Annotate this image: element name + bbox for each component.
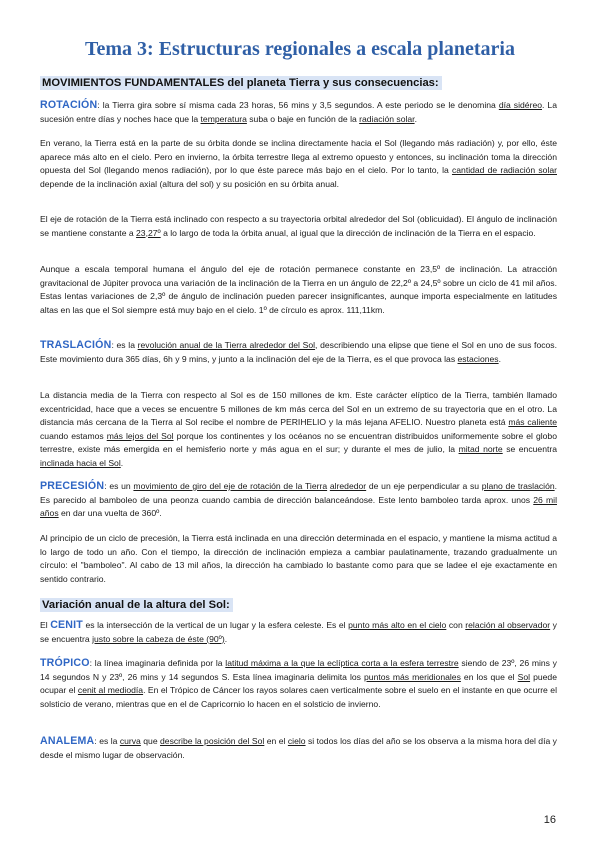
paragraph-traslacion: TRASLACIÓN: es la revolución anual de la Tierra alrededor del Sol, describiendo una elipse que tiene el Sol en uno de sus focos. Este movimiento dura 365 días, 6h y 9 mins, y junto a la inclinación del eje de la Tierra, es el que provoca las estaciones. [40, 339, 557, 364]
keyword-traslacion: TRASLACIÓN [40, 339, 112, 351]
paragraph-eje: El eje de rotación de la Tierra está inclinado con respecto a su trayectoria orbital alrededor del Sol (oblicuidad). El ángulo de inclinación se mantiene constante a 23,27º a lo largo de toda la órbita anual, al igual que la dirección de inclinación de la Tierra en el espacio. [40, 214, 557, 238]
paragraph-precesion: PRECESIÓN: es un movimiento de giro del eje de rotación de la Tierra alrededor de un eje perpendicular a su plano de traslación. Es parecido al bamboleo de una peonza cuando cambia de dirección balanceándose. Este lento bamboleo tarda aprox. unos 26 mil años en dar una vuelta de 360º. [40, 480, 558, 519]
paragraph-analema: ANALEMA: es la curva que describe la posición del Sol en el cielo si todos los días del año se los observa a la misma hora del día y desde el mismo lugar de observación. [40, 735, 557, 760]
paragraph-tropico: TRÓPICO: la línea imaginaria definida por la latitud máxima a la que la eclíptica corta a la esfera terrestre siendo de 23º, 26 mins y 14 segundos N y 23º, 26 mins y 14 segundos S. Esta línea imaginaria delimita los puntos más meridionales en los que el Sol puede ocupar el cenit al mediodía. En el Trópico de Cáncer los rayos solares caen verticalmente sobre el suelo en el instante en que ocurre el solsticio de verano, mientras que en el de Capricornio lo hacen en el solsticio de invierno. [40, 657, 557, 709]
page-number: 16 [543, 814, 556, 826]
keyword-cenit: CENIT [50, 619, 83, 631]
keyword-analema: ANALEMA [40, 735, 95, 747]
keyword-tropico: TRÓPICO [40, 657, 90, 669]
keyword-precesion: PRECESIÓN [40, 480, 105, 492]
page-title: Tema 3: Estructuras regionales a escala planetaria [85, 38, 515, 60]
paragraph-distancia: La distancia media de la Tierra con respecto al Sol es de 150 millones de km. Este carácter elíptico de la Tierra, también llamado excentricidad, hace que a veces se encuentre 5 millones de km más cerca del Sol en un extremo de su trayectoria que en el otro. La distancia más cercana de la Tierra al Sol recibe el nombre de PERIHELIO y la más lejana AFELIO. Nuestro planeta está más caliente cuando estamos más lejos del Sol porque los continentes y los océanos no se encuentran distribuidos uniformemente sobre el globo terrestre, existe más emergida en el hemisferio norte y más agua en el sur; y durante el mes de julio, la mitad norte se encuentra inclinada hacia el Sol. [40, 390, 558, 468]
paragraph-jupiter: Aunque a escala temporal humana el ángulo del eje de rotación permanece constante en 23,5º de inclinación. La atracción gravitacional de Júpiter provoca una variación de la inclinación de la Tierra en un ángulo de 22,2º a 24,5º sobre un ciclo de 41 mil años. Estas lentas variaciones de 2,3º de ángulo de inclinación pueden parecer insignificantes, aunque importa especialmente en latitudes altas en las que el Sol siempre está muy bajo en el cielo. 1º de círculo es aprox. 111,11km. [40, 264, 557, 315]
section-heading-variacion: Variación anual de la altura del Sol: [40, 598, 233, 612]
paragraph-cenit: El CENIT es la intersección de la vertical de un lugar y la esfera celeste. Es el punto más alto en el cielo con relación al observador y se encuentra justo sobre la cabeza de éste (90º). [40, 619, 557, 644]
paragraph-rotacion: ROTACIÓN: la Tierra gira sobre sí misma cada 23 horas, 56 mins y 3,5 segundos. A este periodo se le denomina día sidéreo. La sucesión entre días y noches hace que la temperatura suba o baje en función de la radiación solar. [40, 99, 557, 124]
paragraph-ciclo: Al principio de un ciclo de precesión, la Tierra está inclinada en una dirección determinada en el espacio, y mantiene la misma actitud a lo largo de todo un año. Con el tiempo, la dirección de inclinación empieza a cambiar paulatinamente, trazando gradualmente un círculo: el "bamboleo". Al cabo de 13 mil años, la dirección ha cambiado lo bastante como para que se ladee el eje exactamente en sentido contrario. [40, 533, 557, 584]
section-heading-movimientos: MOVIMIENTOS FUNDAMENTALES del planeta Tierra y sus consecuencias: [40, 76, 442, 90]
paragraph-verano: En verano, la Tierra está en la parte de su órbita donde se inclina directamente hacia el Sol (llegando más radiación) y, por ello, éste aparece más alto en el cielo. Pero en invierno, la órbita terrestre llega al extremo opuesto y entonces, su inclinación toma la dirección opuesta del Sol (llegando menos radiación), por lo que éste parece más bajo en el cielo. Por lo tanto, la cantidad de radiación solar depende de la inclinación axial (altura del sol) y su posición en su órbita anual. [40, 138, 557, 189]
keyword-rotacion: ROTACIÓN [40, 99, 98, 111]
